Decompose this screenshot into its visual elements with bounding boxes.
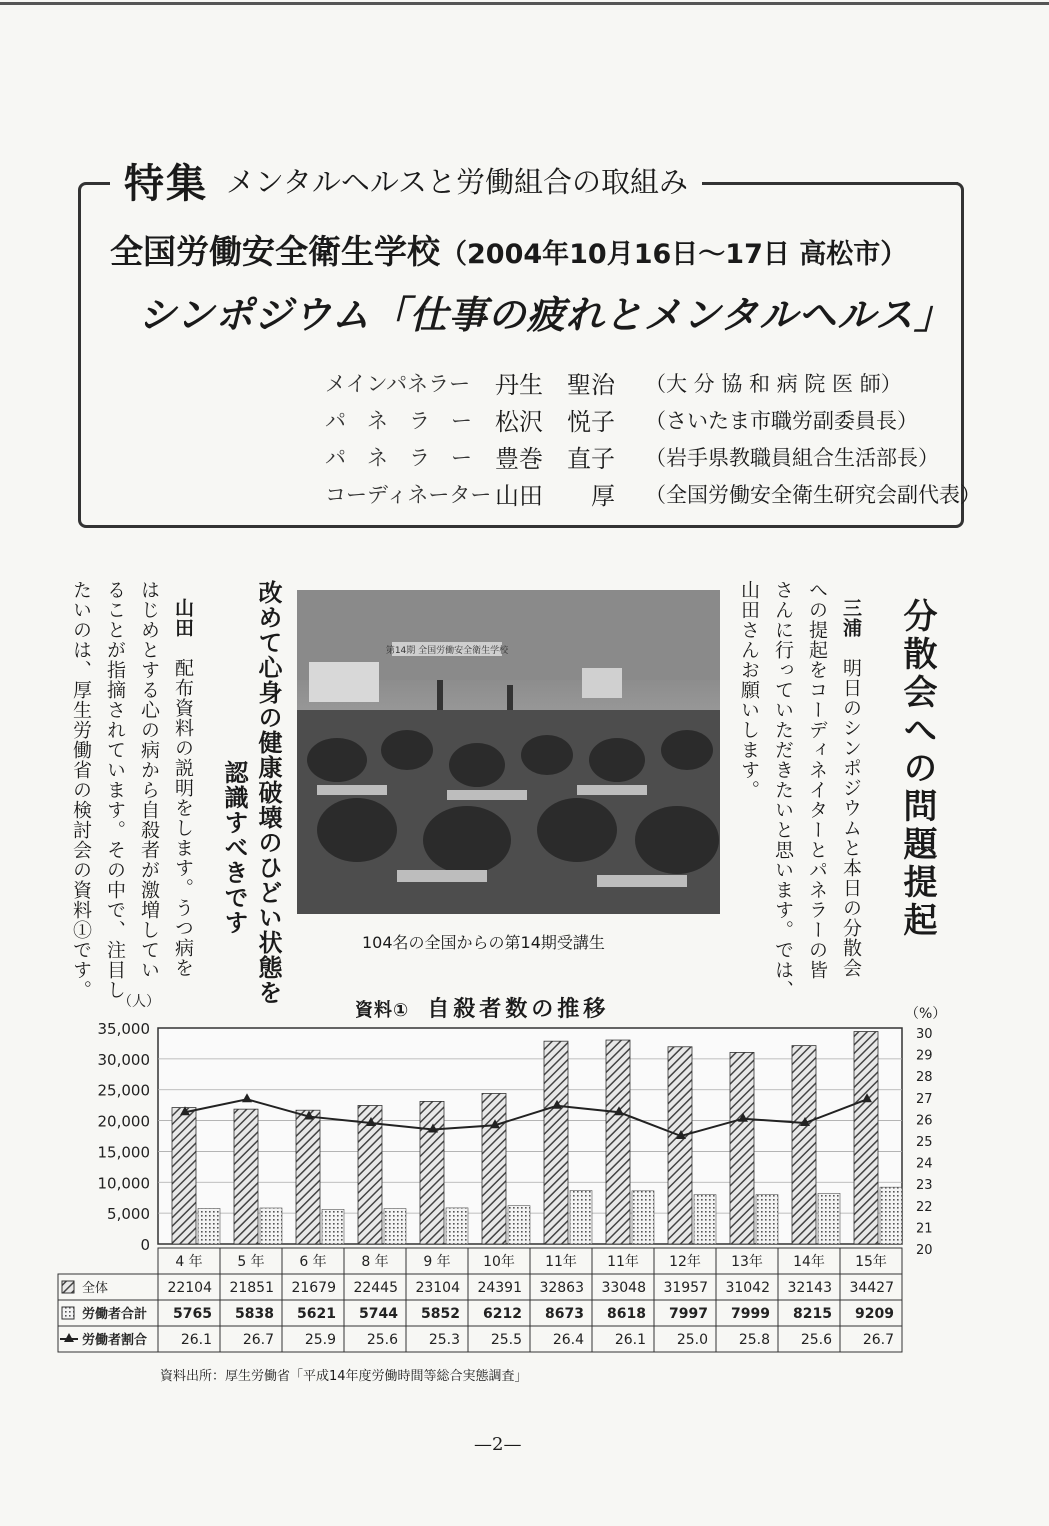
text-line: 明日のシンポジウムと本日の分散会: [840, 658, 862, 978]
panelist-name: 丹生 聖治: [495, 371, 615, 399]
bar-total: [730, 1052, 754, 1244]
y-tick-right: 29: [916, 1048, 933, 1064]
table-value: 24391: [477, 1280, 522, 1296]
bar-total: [172, 1108, 196, 1244]
table-value: 5838: [235, 1306, 274, 1322]
x-tick-label: 11年: [545, 1254, 577, 1270]
page-number: —2—: [474, 1434, 522, 1455]
bar-workers: [260, 1208, 282, 1244]
bar-workers: [756, 1195, 778, 1244]
y-tick-right: 24: [916, 1156, 933, 1172]
panelist-row: [325, 364, 981, 401]
x-tick-label: 5 年: [237, 1254, 265, 1270]
panelist-role: メインパネラー: [325, 371, 471, 396]
subheading-line: 認識すべきです: [220, 760, 248, 935]
y-tick-right: 28: [916, 1070, 933, 1086]
y-tick-right: 30: [916, 1027, 933, 1042]
school-name: 全国労働安全衛生学校: [110, 232, 440, 271]
table-value: 25.6: [800, 1332, 832, 1348]
x-tick-label: 12年: [669, 1254, 701, 1270]
table-value: 23104: [415, 1280, 460, 1296]
table-value: 9209: [855, 1306, 894, 1322]
y-tick-left: 25,000: [97, 1081, 150, 1100]
y-tick-left: 15,000: [97, 1143, 150, 1162]
panelist-row: [325, 401, 981, 438]
bar-workers: [322, 1209, 344, 1244]
legend-label: 全体: [82, 1281, 109, 1296]
school-date: （2004年10月16日～17日 高松市）: [440, 239, 908, 270]
bar-workers: [632, 1191, 654, 1244]
y-tick-left: 35,000: [97, 1020, 150, 1038]
panelist-name: 山田 厚: [495, 482, 615, 510]
y-tick-left: 10,000: [97, 1174, 150, 1193]
text-line: たいのは、厚生労働省の検討会の資料①です。: [70, 580, 92, 1000]
table-value: 8673: [545, 1306, 584, 1322]
panelist-role: コーディネーター: [325, 482, 492, 507]
suicide-chart: [0, 990, 1049, 1370]
y-tick-right: 22: [916, 1199, 933, 1215]
y-axis-left-label: （人）: [118, 994, 160, 1010]
y-tick-left: 5,000: [107, 1205, 150, 1224]
school-title: [110, 226, 907, 273]
panelist-list: [325, 364, 981, 512]
chart-source: 資料出所：厚生労働省「平成14年度労働時間等総合実態調査」: [160, 1369, 528, 1384]
text-line: ることが指摘されています。その中で、注目し: [104, 580, 126, 1000]
y-tick-right: 27: [916, 1091, 933, 1107]
table-value: 26.7: [242, 1332, 274, 1348]
text-line: さんに行っていただきたいと思います。では、: [772, 580, 794, 1000]
seminar-photo: [297, 590, 720, 914]
table-value: 7997: [669, 1306, 708, 1322]
panelist-row: [325, 475, 981, 512]
feature-heading: [110, 150, 702, 210]
table-value: 22445: [353, 1280, 398, 1296]
panelist-name: 豊巻 直子: [495, 445, 615, 473]
y-tick-right: 26: [916, 1113, 933, 1129]
panelist-org: （大 分 協 和 病 院 医 師）: [645, 371, 902, 396]
bar-workers: [694, 1195, 716, 1244]
photo-caption: 104名の全国からの第14期受講生: [362, 933, 605, 952]
table-value: 7999: [731, 1306, 770, 1322]
y-tick-left: 20,000: [97, 1112, 150, 1131]
table-value: 34427: [849, 1280, 894, 1296]
bar-total: [544, 1041, 568, 1244]
legend-marker-ratio: [64, 1333, 74, 1342]
bar-total: [234, 1109, 258, 1244]
y-tick-left: 30,000: [97, 1050, 150, 1069]
panelist-role: パ ネ ラ ー: [325, 445, 472, 470]
table-value: 8215: [793, 1306, 832, 1322]
text-line: への提起をコーディネイターとパネラーの皆: [806, 580, 828, 980]
table-value: 25.0: [676, 1332, 708, 1348]
y-tick-right: 20: [916, 1243, 933, 1258]
bar-total: [792, 1046, 816, 1244]
x-tick-label: 13年: [731, 1254, 763, 1270]
table-value: 32143: [787, 1280, 832, 1296]
legend-label: 労働者割合: [82, 1333, 148, 1348]
table-value: 21679: [291, 1280, 336, 1296]
table-value: 31042: [725, 1280, 770, 1296]
bar-workers: [880, 1187, 902, 1244]
x-tick-label: 6 年: [299, 1254, 327, 1270]
speaker-yamada: 山田: [172, 598, 194, 638]
y-axis-right-label: （%）: [905, 1006, 947, 1022]
table-value: 5744: [359, 1306, 398, 1322]
miura-text-col: [834, 598, 868, 978]
frame-top-line: [760, 182, 958, 185]
panelist-row: [325, 438, 981, 475]
x-tick-label: 8 年: [361, 1254, 389, 1270]
photo-banner: 第14期 全国労働安全衛生学校: [385, 646, 509, 656]
bar-workers: [446, 1208, 468, 1244]
bar-workers: [198, 1208, 220, 1244]
panelist-role: パ ネ ラ ー: [325, 408, 472, 433]
speaker-miura: 三浦: [840, 598, 862, 638]
table-value: 32863: [539, 1280, 584, 1296]
table-value: 26.1: [614, 1332, 646, 1348]
table-value: 25.5: [490, 1332, 522, 1348]
yamada-text-col: [166, 598, 200, 978]
table-value: 25.6: [366, 1332, 398, 1348]
table-value: 25.3: [428, 1332, 460, 1348]
table-value: 21851: [229, 1280, 274, 1296]
y-tick-right: 25: [916, 1135, 933, 1150]
panelist-org: （全国労働安全衛生研究会副代表）: [645, 482, 981, 507]
y-tick-left: 0: [140, 1236, 150, 1254]
photo-illustration: [297, 590, 720, 914]
y-tick-right: 23: [916, 1178, 933, 1194]
bar-workers: [818, 1193, 840, 1244]
table-value: 6212: [483, 1306, 522, 1322]
table-value: 26.7: [862, 1332, 894, 1348]
bar-total: [420, 1101, 444, 1244]
text-line: 配布資料の説明をします。うつ病を: [172, 658, 194, 978]
table-value: 22104: [167, 1280, 212, 1296]
text-line: はじめとする心の病から自殺者が激増してい: [138, 580, 160, 980]
legend-swatch-total: [62, 1281, 74, 1293]
table-value: 33048: [601, 1280, 646, 1296]
legend-label: 労働者合計: [82, 1307, 148, 1322]
x-tick-label: 10年: [483, 1254, 515, 1270]
table-value: 5765: [173, 1306, 212, 1322]
y-tick-right: 21: [916, 1221, 933, 1237]
x-tick-label: 15年: [855, 1254, 887, 1270]
x-tick-label: 11年: [607, 1254, 639, 1270]
top-edge-line: [0, 2, 1049, 5]
symposium-title: シンポジウム「仕事の疲れとメンタルヘルス」: [138, 293, 954, 337]
bar-workers: [384, 1209, 406, 1244]
table-value: 26.4: [552, 1332, 584, 1348]
table-value: 26.1: [180, 1332, 212, 1348]
feature-subtitle: メンタルヘルスと労働組合の取組み: [226, 164, 688, 199]
feature-tag: 特集: [124, 160, 208, 207]
panelist-name: 松沢 悦子: [495, 408, 615, 436]
table-value: 25.8: [738, 1332, 770, 1348]
bar-total: [854, 1032, 878, 1244]
table-value: 8618: [607, 1306, 646, 1322]
table-value: 5852: [421, 1306, 460, 1322]
legend-swatch-workers: [62, 1307, 74, 1319]
x-tick-label: 14年: [793, 1254, 825, 1270]
panelist-org: （さいたま市職労副委員長）: [645, 408, 918, 433]
chart-title-text: 自殺者数の推移: [427, 997, 610, 1022]
text-line: 山田さんお願いします。: [738, 580, 760, 800]
bar-total: [296, 1110, 320, 1244]
table-value: 5621: [297, 1306, 336, 1322]
bar-total: [482, 1093, 506, 1244]
bar-total: [358, 1105, 382, 1244]
x-tick-label: 4 年: [175, 1254, 203, 1270]
subheading-line: 改めて心身の健康破壊のひどい状態を: [254, 580, 282, 1005]
x-tick-label: 9 年: [423, 1254, 451, 1270]
bar-total: [606, 1040, 630, 1244]
section-heading: 分散会への問題提起: [897, 598, 937, 940]
bar-total: [668, 1047, 692, 1244]
bar-workers: [570, 1190, 592, 1244]
table-value: 31957: [663, 1280, 708, 1296]
panelist-org: （岩手県教職員組合生活部長）: [645, 445, 939, 470]
bar-workers: [508, 1206, 530, 1244]
table-value: 25.9: [304, 1332, 336, 1348]
chart-title-tag: 資料①: [355, 1000, 410, 1021]
